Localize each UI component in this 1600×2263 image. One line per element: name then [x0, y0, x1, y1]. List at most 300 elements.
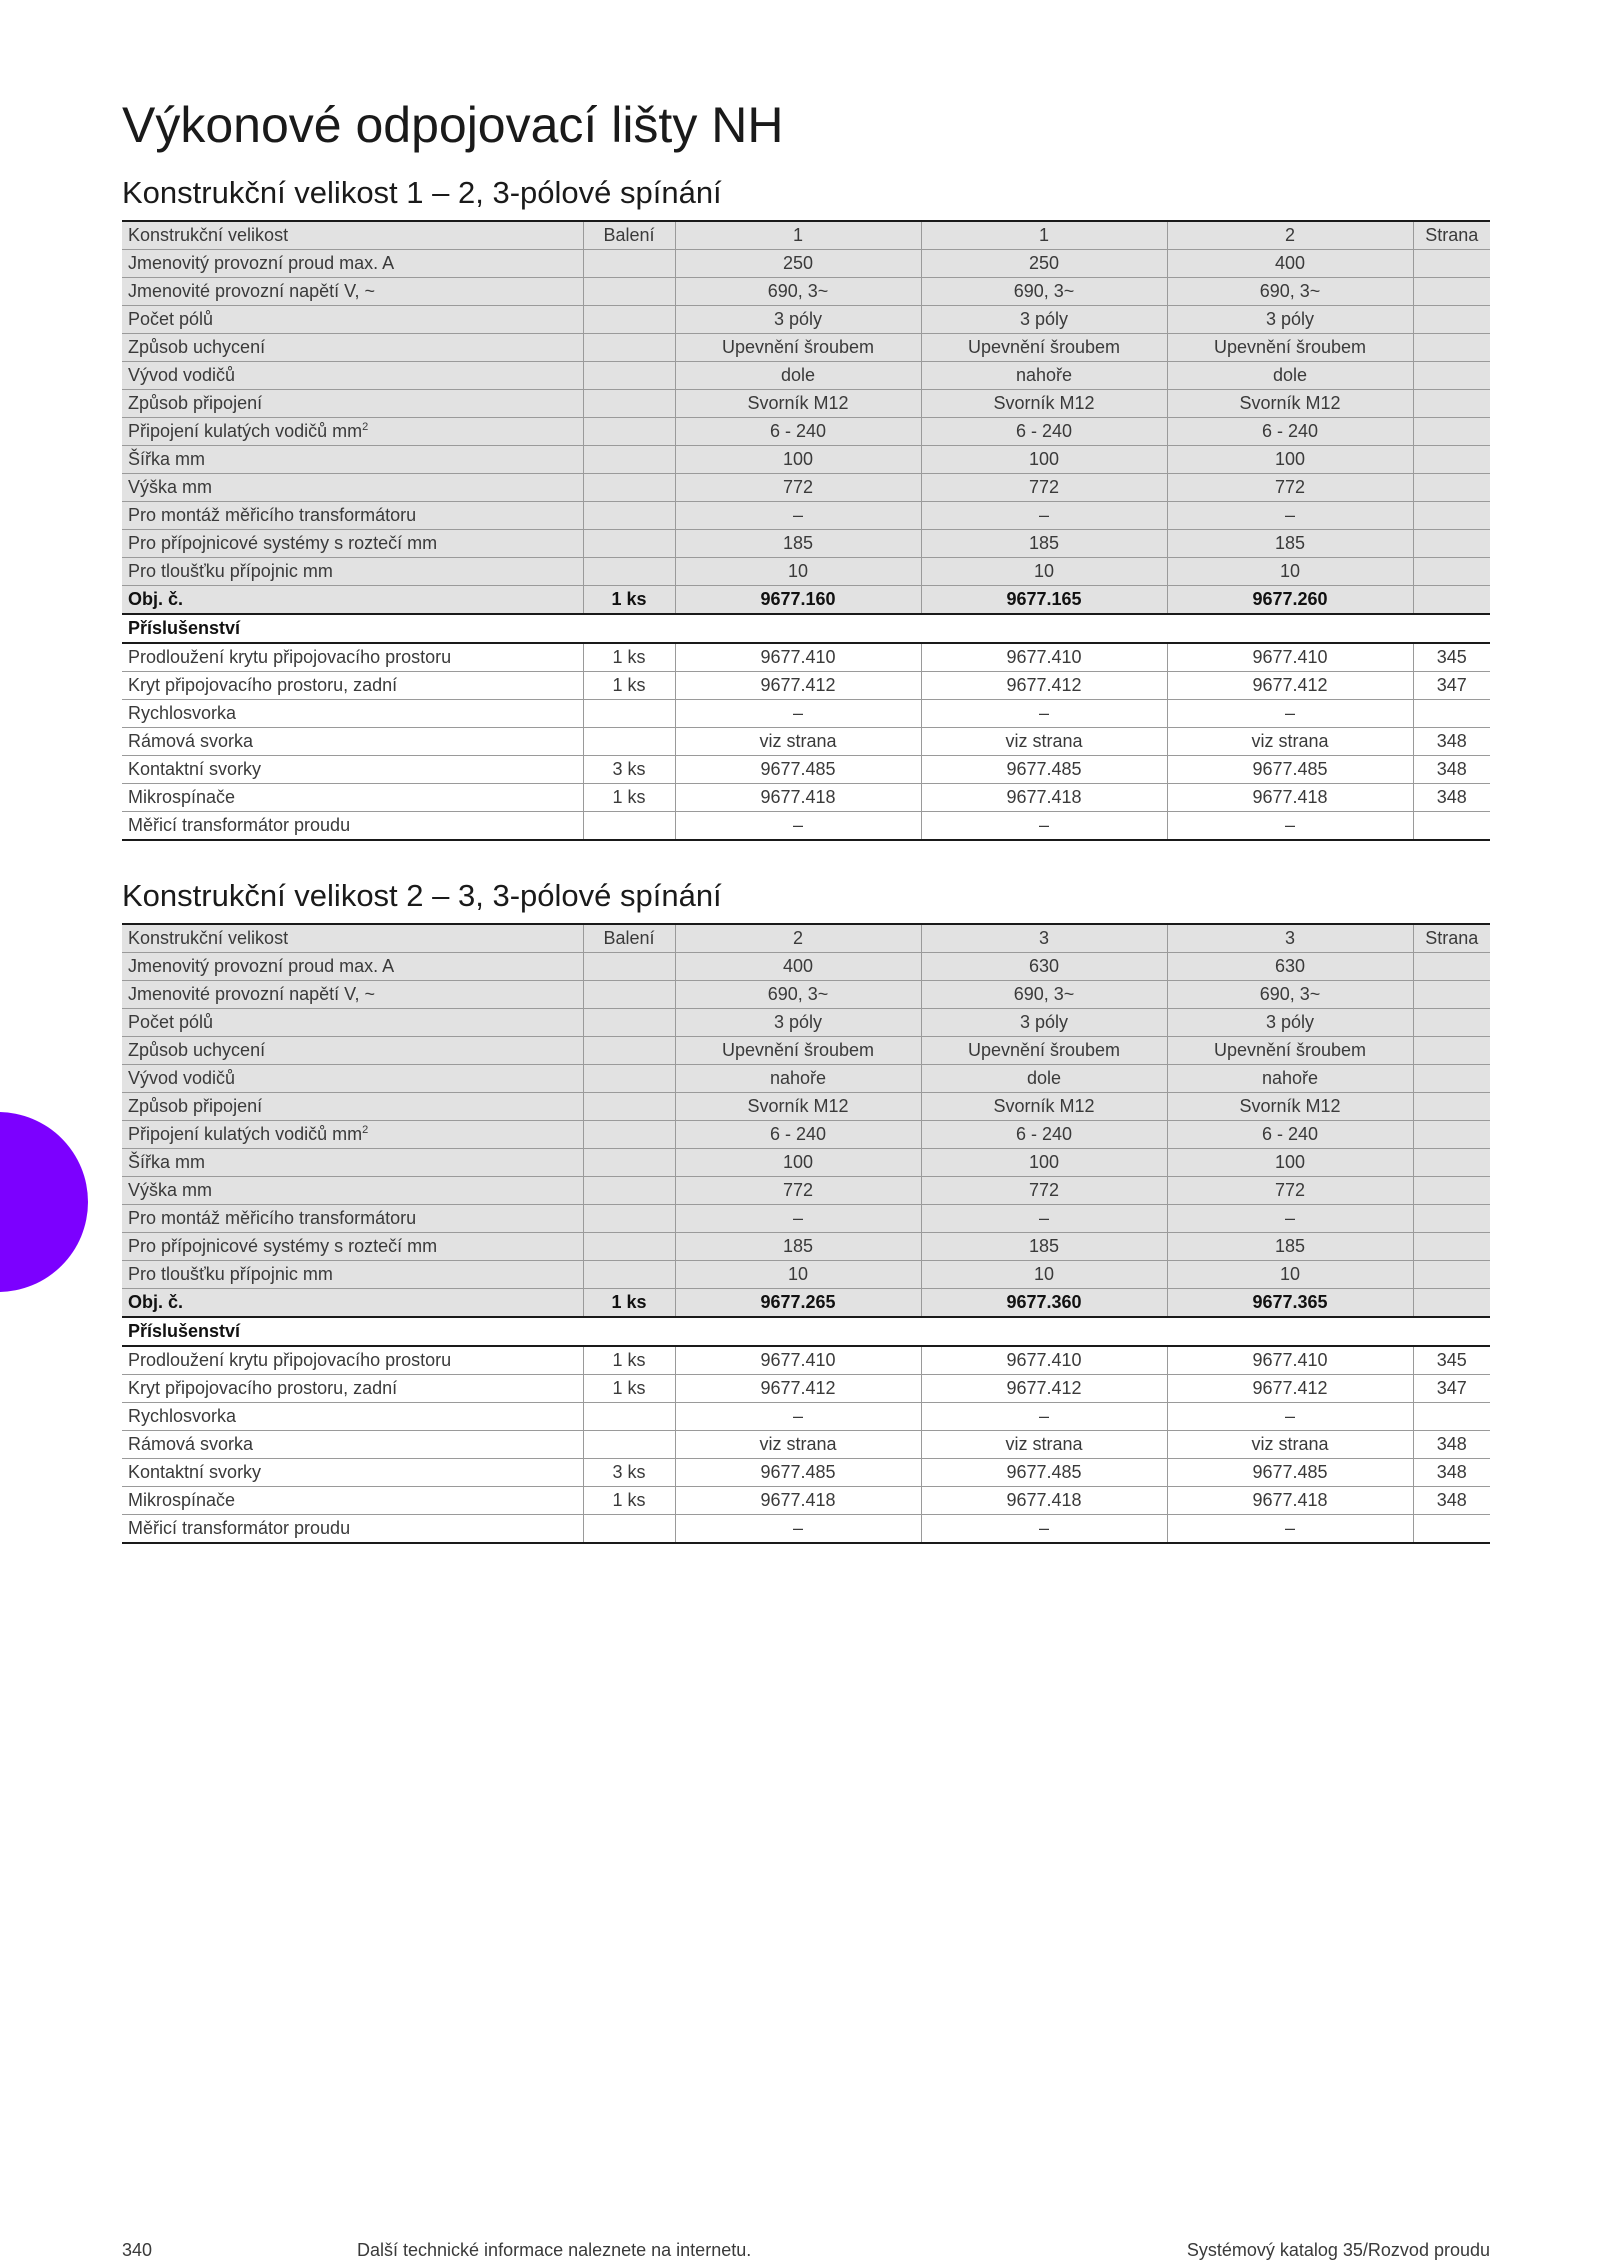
spec-packaging — [583, 1261, 675, 1289]
spec-row — [122, 418, 1490, 446]
spec-value: Svorník M12 — [1167, 1093, 1413, 1121]
accessory-row — [122, 812, 1490, 841]
spec-row — [122, 474, 1490, 502]
spec-row — [122, 446, 1490, 474]
accessories-heading: Příslušenství — [122, 1317, 1490, 1346]
header-variant: 1 — [921, 221, 1167, 250]
spec-page — [1413, 390, 1490, 418]
spec-label — [122, 306, 583, 334]
spec-value: 3 póly — [1167, 1009, 1413, 1037]
spec-value: 690, 3~ — [675, 981, 921, 1009]
accessory-value: – — [675, 1403, 921, 1431]
spec-page — [1413, 250, 1490, 278]
spec-packaging — [583, 334, 675, 362]
spec-label — [122, 558, 583, 586]
accessory-label: Mikrospínače — [122, 1487, 583, 1515]
spec-value: 690, 3~ — [1167, 278, 1413, 306]
spec-value: dole — [1167, 362, 1413, 390]
spec-value: 6 - 240 — [921, 1121, 1167, 1149]
order-number-row — [122, 1289, 1490, 1318]
spec-value: 185 — [675, 530, 921, 558]
header-packaging: Balení — [583, 924, 675, 953]
spec-value: 185 — [921, 1233, 1167, 1261]
spec-value: – — [675, 1205, 921, 1233]
spec-value: 185 — [1167, 530, 1413, 558]
accessory-row — [122, 1403, 1490, 1431]
spec-page — [1413, 362, 1490, 390]
accessory-packaging: 1 ks — [583, 643, 675, 672]
accessory-packaging: 3 ks — [583, 756, 675, 784]
spec-value: Svorník M12 — [921, 390, 1167, 418]
accessory-value: 9677.412 — [675, 1375, 921, 1403]
spec-page — [1413, 1261, 1490, 1289]
accessory-value: 9677.418 — [675, 784, 921, 812]
accessory-value: 9677.485 — [675, 1459, 921, 1487]
table-header-row — [122, 221, 1490, 250]
spec-label-text: Vývod vodičů — [128, 1068, 236, 1088]
footer-note: Další technické informace naleznete na internetu. — [357, 2240, 752, 2260]
spec-label-text: Pro tloušťku přípojnic mm — [128, 1264, 333, 1284]
spec-label — [122, 1093, 583, 1121]
accessory-label: Kryt připojovacího prostoru, zadní — [122, 1375, 583, 1403]
spec-page — [1413, 306, 1490, 334]
spec-value: nahoře — [675, 1065, 921, 1093]
spec-label-text: Pro tloušťku přípojnic mm — [128, 561, 333, 581]
accessory-row — [122, 1515, 1490, 1544]
spec-label-text: Jmenovité provozní napětí V, ~ — [128, 984, 375, 1004]
spec-value: 690, 3~ — [675, 278, 921, 306]
spec-value: 3 póly — [921, 1009, 1167, 1037]
accessory-row — [122, 1459, 1490, 1487]
spec-value: 630 — [1167, 953, 1413, 981]
spec-page — [1413, 334, 1490, 362]
spec-table — [122, 923, 1490, 1544]
spec-value: 772 — [1167, 1177, 1413, 1205]
spec-label-text: Způsob připojení — [128, 393, 263, 413]
spec-row — [122, 1177, 1490, 1205]
spec-value: 100 — [921, 1149, 1167, 1177]
accessory-page-ref — [1413, 1403, 1490, 1431]
spec-value: Upevnění šroubem — [1167, 1037, 1413, 1065]
accessory-label: Rychlosvorka — [122, 1403, 583, 1431]
accessory-value: 9677.418 — [675, 1487, 921, 1515]
spec-value: 772 — [921, 474, 1167, 502]
spec-page — [1413, 1093, 1490, 1121]
accessory-value: 9677.485 — [1167, 756, 1413, 784]
spec-page — [1413, 446, 1490, 474]
accessory-value: 9677.412 — [921, 672, 1167, 700]
spec-value: 100 — [675, 1149, 921, 1177]
accessory-label: Prodloužení krytu připojovacího prostoru — [122, 1346, 583, 1375]
spec-value: 3 póly — [1167, 306, 1413, 334]
spec-label — [122, 446, 583, 474]
accessory-value: 9677.412 — [675, 672, 921, 700]
accessory-value: – — [921, 1515, 1167, 1544]
spec-value: 690, 3~ — [921, 278, 1167, 306]
spec-packaging — [583, 953, 675, 981]
spec-value: 100 — [1167, 1149, 1413, 1177]
spec-value: dole — [675, 362, 921, 390]
spec-packaging — [583, 362, 675, 390]
spec-label — [122, 278, 583, 306]
spec-label — [122, 1121, 583, 1149]
spec-value: 185 — [675, 1233, 921, 1261]
spec-label — [122, 1261, 583, 1289]
spec-value: 400 — [675, 953, 921, 981]
spec-row — [122, 1065, 1490, 1093]
spec-packaging — [583, 558, 675, 586]
spec-page — [1413, 558, 1490, 586]
spec-label-text: Pro přípojnicové systémy s roztečí mm — [128, 1236, 438, 1256]
accessory-page-ref: 348 — [1413, 784, 1490, 812]
spec-label — [122, 1009, 583, 1037]
spec-label-text: Připojení kulatých vodičů mm — [128, 1124, 363, 1144]
accessory-label: Měřicí transformátor proudu — [122, 1515, 583, 1544]
spec-page — [1413, 474, 1490, 502]
accessory-value: viz strana — [1167, 728, 1413, 756]
accessories-heading-row — [122, 614, 1490, 643]
spec-value: 100 — [675, 446, 921, 474]
accessory-packaging: 1 ks — [583, 672, 675, 700]
spec-value: 6 - 240 — [1167, 1121, 1413, 1149]
table-header-row — [122, 924, 1490, 953]
accessory-packaging: 1 ks — [583, 1346, 675, 1375]
spec-label — [122, 334, 583, 362]
accessory-packaging: 3 ks — [583, 1459, 675, 1487]
accessory-page-ref: 348 — [1413, 1487, 1490, 1515]
spec-value: – — [1167, 1205, 1413, 1233]
accessory-label: Rámová svorka — [122, 728, 583, 756]
spec-value: 690, 3~ — [921, 981, 1167, 1009]
accessory-value: – — [1167, 700, 1413, 728]
spec-page — [1413, 1233, 1490, 1261]
spec-label — [122, 502, 583, 530]
order-label: Obj. č. — [122, 1289, 583, 1318]
spec-label-text: Způsob uchycení — [128, 1040, 266, 1060]
spec-label-text: Pro montáž měřicího transformátoru — [128, 1208, 417, 1228]
accessory-value: 9677.410 — [675, 1346, 921, 1375]
spec-value: 6 - 240 — [1167, 418, 1413, 446]
spec-label — [122, 981, 583, 1009]
spec-row — [122, 362, 1490, 390]
spec-page — [1413, 278, 1490, 306]
order-packaging: 1 ks — [583, 1289, 675, 1318]
spec-value: Svorník M12 — [675, 390, 921, 418]
spec-row — [122, 1149, 1490, 1177]
spec-page — [1413, 1009, 1490, 1037]
spec-value: Upevnění šroubem — [921, 334, 1167, 362]
spec-row — [122, 558, 1490, 586]
spec-label-text: Počet pólů — [128, 309, 214, 329]
spec-label-text: Šířka mm — [128, 449, 206, 469]
spec-packaging — [583, 1093, 675, 1121]
order-number: 9677.265 — [675, 1289, 921, 1318]
accessory-value: 9677.410 — [921, 643, 1167, 672]
spec-packaging — [583, 250, 675, 278]
order-page — [1413, 1289, 1490, 1318]
accessory-page-ref: 348 — [1413, 728, 1490, 756]
accessory-page-ref: 345 — [1413, 643, 1490, 672]
spec-value: 3 póly — [675, 306, 921, 334]
spec-label — [122, 418, 583, 446]
spec-label-text: Výška mm — [128, 477, 213, 497]
accessory-value: – — [1167, 812, 1413, 841]
accessory-packaging — [583, 700, 675, 728]
accessory-value: – — [1167, 1515, 1413, 1544]
spec-row — [122, 390, 1490, 418]
order-number: 9677.260 — [1167, 586, 1413, 615]
spec-row — [122, 250, 1490, 278]
accessory-row — [122, 784, 1490, 812]
header-variant: 3 — [921, 924, 1167, 953]
order-number: 9677.365 — [1167, 1289, 1413, 1318]
spec-value: 3 póly — [675, 1009, 921, 1037]
accessory-value: viz strana — [921, 1431, 1167, 1459]
spec-value: 10 — [675, 558, 921, 586]
accessory-page-ref: 348 — [1413, 756, 1490, 784]
accessory-row — [122, 728, 1490, 756]
accessory-value: – — [921, 812, 1167, 841]
spec-value: Upevnění šroubem — [675, 334, 921, 362]
spec-label — [122, 1065, 583, 1093]
spec-label-text: Vývod vodičů — [128, 365, 236, 385]
spec-value: 772 — [675, 474, 921, 502]
spec-packaging — [583, 1009, 675, 1037]
spec-packaging — [583, 1205, 675, 1233]
spec-packaging — [583, 1233, 675, 1261]
spec-label-text: Jmenovitý provozní proud max. A — [128, 253, 395, 273]
spec-row — [122, 1037, 1490, 1065]
spec-label — [122, 1205, 583, 1233]
accessory-page-ref — [1413, 812, 1490, 841]
order-page — [1413, 586, 1490, 615]
spec-value: 10 — [921, 1261, 1167, 1289]
accessory-value: 9677.485 — [1167, 1459, 1413, 1487]
accessory-value: 9677.412 — [921, 1375, 1167, 1403]
spec-value: 772 — [675, 1177, 921, 1205]
order-number-row — [122, 586, 1490, 615]
order-label: Obj. č. — [122, 586, 583, 615]
accessory-value: 9677.412 — [1167, 1375, 1413, 1403]
spec-value: 185 — [1167, 1233, 1413, 1261]
header-label: Konstrukční velikost — [122, 221, 583, 250]
accessory-value: 9677.485 — [921, 756, 1167, 784]
accessory-value: 9677.418 — [921, 1487, 1167, 1515]
spec-value: 6 - 240 — [675, 418, 921, 446]
spec-value: 3 póly — [921, 306, 1167, 334]
spec-page — [1413, 1121, 1490, 1149]
accessory-row — [122, 1487, 1490, 1515]
spec-value: 10 — [1167, 1261, 1413, 1289]
spec-value: Upevnění šroubem — [1167, 334, 1413, 362]
accessory-row — [122, 700, 1490, 728]
accessory-value: viz strana — [675, 728, 921, 756]
spec-row — [122, 1093, 1490, 1121]
spec-row — [122, 278, 1490, 306]
accessories-heading: Příslušenství — [122, 614, 1490, 643]
spec-label-text: Pro montáž měřicího transformátoru — [128, 505, 417, 525]
superscript: 2 — [362, 421, 369, 433]
header-variant: 2 — [1167, 221, 1413, 250]
spec-packaging — [583, 530, 675, 558]
accessory-packaging — [583, 728, 675, 756]
spec-page — [1413, 1065, 1490, 1093]
spec-value: 10 — [675, 1261, 921, 1289]
spec-label-text: Způsob uchycení — [128, 337, 266, 357]
accessory-value: viz strana — [675, 1431, 921, 1459]
spec-page — [1413, 1177, 1490, 1205]
page-number: 340 — [122, 2240, 153, 2260]
spec-label — [122, 1177, 583, 1205]
spec-packaging — [583, 1177, 675, 1205]
spec-label-text: Výška mm — [128, 1180, 213, 1200]
accessory-row — [122, 672, 1490, 700]
header-label: Konstrukční velikost — [122, 924, 583, 953]
header-page: Strana — [1413, 924, 1490, 953]
spec-packaging — [583, 418, 675, 446]
accessory-packaging: 1 ks — [583, 1375, 675, 1403]
accessory-packaging: 1 ks — [583, 1487, 675, 1515]
accessory-page-ref: 347 — [1413, 1375, 1490, 1403]
spec-value: 6 - 240 — [921, 418, 1167, 446]
accessory-page-ref — [1413, 700, 1490, 728]
spec-value: nahoře — [1167, 1065, 1413, 1093]
spec-row — [122, 1121, 1490, 1149]
spec-label — [122, 1037, 583, 1065]
spec-packaging — [583, 1065, 675, 1093]
accessory-value: – — [921, 700, 1167, 728]
spec-value: 772 — [921, 1177, 1167, 1205]
spec-packaging — [583, 390, 675, 418]
order-number: 9677.160 — [675, 586, 921, 615]
spec-value: Svorník M12 — [675, 1093, 921, 1121]
spec-value: dole — [921, 1065, 1167, 1093]
spec-value: Svorník M12 — [921, 1093, 1167, 1121]
spec-page — [1413, 981, 1490, 1009]
spec-packaging — [583, 446, 675, 474]
accessories-heading-row — [122, 1317, 1490, 1346]
spec-packaging — [583, 502, 675, 530]
spec-value: 185 — [921, 530, 1167, 558]
spec-value: 772 — [1167, 474, 1413, 502]
spec-value: Upevnění šroubem — [675, 1037, 921, 1065]
accessory-value: 9677.410 — [675, 643, 921, 672]
spec-row — [122, 953, 1490, 981]
spec-label-text: Pro přípojnicové systémy s roztečí mm — [128, 533, 438, 553]
spec-label-text: Počet pólů — [128, 1012, 214, 1032]
spec-label — [122, 530, 583, 558]
accessory-label: Prodloužení krytu připojovacího prostoru — [122, 643, 583, 672]
spec-row — [122, 1009, 1490, 1037]
spec-value: 10 — [921, 558, 1167, 586]
spec-value: nahoře — [921, 362, 1167, 390]
spec-value: 690, 3~ — [1167, 981, 1413, 1009]
accessory-row — [122, 1375, 1490, 1403]
accessory-packaging — [583, 812, 675, 841]
order-packaging: 1 ks — [583, 586, 675, 615]
spec-value: 250 — [921, 250, 1167, 278]
accessory-label: Rychlosvorka — [122, 700, 583, 728]
spec-row — [122, 530, 1490, 558]
accessory-row — [122, 1431, 1490, 1459]
accessory-page-ref: 348 — [1413, 1431, 1490, 1459]
spec-page — [1413, 418, 1490, 446]
spec-label — [122, 250, 583, 278]
footer-catalog: Systémový katalog 35/Rozvod proudu — [1186, 2240, 1490, 2260]
accessory-value: 9677.418 — [1167, 1487, 1413, 1515]
spec-row — [122, 1205, 1490, 1233]
accessory-value: 9677.412 — [1167, 672, 1413, 700]
section-title: Konstrukční velikost 1 – 2, 3-pólové spínání — [122, 175, 722, 210]
accessory-packaging: 1 ks — [583, 784, 675, 812]
spec-row — [122, 1233, 1490, 1261]
spec-table — [122, 220, 1490, 841]
section-title: Konstrukční velikost 2 – 3, 3-pólové spínání — [122, 878, 722, 913]
superscript: 2 — [362, 1124, 369, 1136]
spec-row — [122, 1261, 1490, 1289]
spec-value: 250 — [675, 250, 921, 278]
spec-label — [122, 1233, 583, 1261]
accessory-value: – — [675, 812, 921, 841]
spec-label — [122, 953, 583, 981]
spec-value: Upevnění šroubem — [921, 1037, 1167, 1065]
spec-page — [1413, 953, 1490, 981]
spec-page — [1413, 1205, 1490, 1233]
section-color-tab — [0, 1112, 88, 1292]
spec-packaging — [583, 306, 675, 334]
spec-value: Svorník M12 — [1167, 390, 1413, 418]
spec-value: 100 — [1167, 446, 1413, 474]
spec-row — [122, 502, 1490, 530]
accessory-value: – — [675, 1515, 921, 1544]
accessory-label: Kontaktní svorky — [122, 1459, 583, 1487]
accessory-row — [122, 756, 1490, 784]
accessory-label: Rámová svorka — [122, 1431, 583, 1459]
spec-label — [122, 390, 583, 418]
accessory-row — [122, 1346, 1490, 1375]
spec-value: – — [921, 502, 1167, 530]
accessory-label: Měřicí transformátor proudu — [122, 812, 583, 841]
page-title: Výkonové odpojovací lišty NH — [122, 97, 784, 153]
header-variant: 2 — [675, 924, 921, 953]
accessory-value: – — [1167, 1403, 1413, 1431]
order-number: 9677.360 — [921, 1289, 1167, 1318]
accessory-value: – — [675, 700, 921, 728]
accessory-value: viz strana — [921, 728, 1167, 756]
spec-page — [1413, 502, 1490, 530]
spec-page — [1413, 1149, 1490, 1177]
accessory-row — [122, 643, 1490, 672]
accessory-packaging — [583, 1403, 675, 1431]
spec-page — [1413, 1037, 1490, 1065]
accessory-value: 9677.418 — [921, 784, 1167, 812]
accessory-page-ref: 348 — [1413, 1459, 1490, 1487]
spec-packaging — [583, 1037, 675, 1065]
spec-label — [122, 1149, 583, 1177]
spec-row — [122, 334, 1490, 362]
header-page: Strana — [1413, 221, 1490, 250]
spec-label-text: Způsob připojení — [128, 1096, 263, 1116]
spec-packaging — [583, 474, 675, 502]
accessory-label: Kryt připojovacího prostoru, zadní — [122, 672, 583, 700]
spec-value: 6 - 240 — [675, 1121, 921, 1149]
spec-value: 400 — [1167, 250, 1413, 278]
spec-page — [1413, 530, 1490, 558]
spec-value: 630 — [921, 953, 1167, 981]
spec-packaging — [583, 278, 675, 306]
accessory-page-ref: 345 — [1413, 1346, 1490, 1375]
accessory-value: 9677.418 — [1167, 784, 1413, 812]
